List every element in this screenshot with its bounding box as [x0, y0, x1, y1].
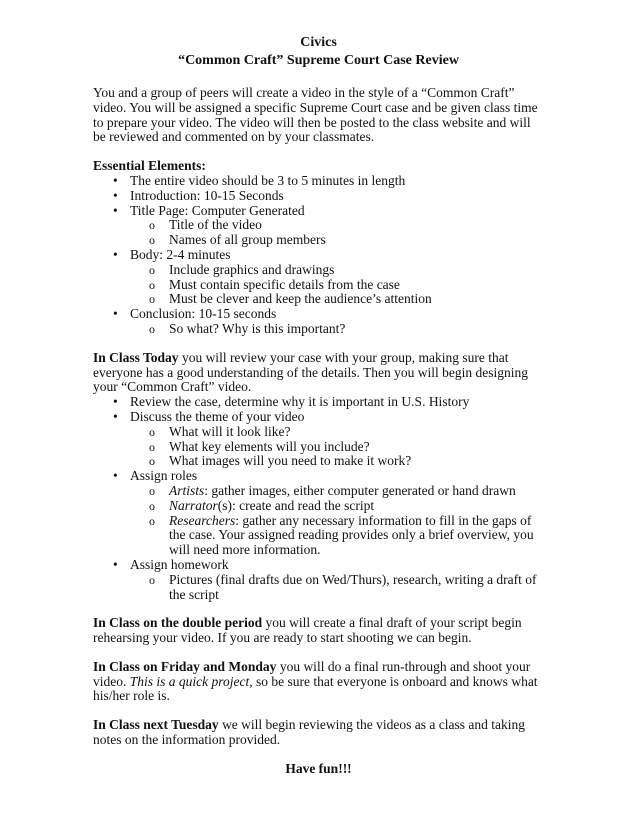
sub-list-item-researchers: o Researchers: gather any necessary information to fill in the gaps of the case. Your assigned reading provides only a brief overview, you will need more information.	[130, 514, 544, 558]
sub-list-item: o Pictures (final drafts due on Wed/Thurs), research, writing a draft of the script	[130, 573, 544, 603]
list-item: • Conclusion: 10-15 seconds o So what? Why is this important?	[93, 307, 544, 337]
list-item: • Discuss the theme of your video o What will it look like? o What key elements will you include? o What images will you need to make it work?	[93, 410, 544, 469]
essential-elements-list	[93, 174, 544, 337]
course-title: Civics	[300, 35, 337, 50]
essential-elements-heading: Essential Elements:	[93, 158, 206, 174]
sub-list-item: o Title of the video	[130, 218, 544, 233]
closing-line: Have fun!!!	[285, 760, 352, 776]
list-item: • The entire video should be 3 to 5 minutes in length	[93, 174, 544, 189]
double-period-paragraph: In Class on the double period you will create a final draft of your script begin rehearsing your video. If you are ready to start shooting we can begin.	[93, 615, 522, 646]
intro-paragraph: You and a group of peers will create a video in the style of a “Common Craft” video. You will be assigned a specific Supreme Court case and be given class time to prepare your video. The video will then be posted to the class website and will be reviewed and commented on by your classmates.	[93, 85, 538, 145]
sub-list-item: o Must be clever and keep the audience’s attention	[130, 292, 544, 307]
list-item: • Review the case, determine why it is important in U.S. History	[93, 395, 544, 410]
sub-list-item: o What images will you need to make it work?	[130, 454, 544, 469]
sub-list-item: o Include graphics and drawings	[130, 263, 544, 278]
list-item: • Assign roles o Artists: gather images, either computer generated or hand drawn o Narrator(s): create and read the script o Researchers: gather any necessary information to fill in the gaps of the case. Your assigned reading provides only a brief overview, you will need more information.	[93, 469, 544, 558]
next-tuesday-paragraph: In Class next Tuesday we will begin reviewing the videos as a class and taking notes on the information provided.	[93, 717, 525, 748]
sub-list-item-narrator: o Narrator(s): create and read the script	[130, 499, 544, 514]
sub-list-item: o Must contain specific details from the case	[130, 278, 544, 293]
sub-list-item: o Names of all group members	[130, 233, 544, 248]
list-item: • Assign homework o Pictures (final drafts due on Wed/Thurs), research, writing a draft of the script	[93, 558, 544, 602]
friday-monday-paragraph: In Class on Friday and Monday you will do a final run-through and shoot your video. This is a quick project, so be sure that everyone is onboard and knows what his/her role is.	[93, 658, 538, 704]
list-item: • Introduction: 10-15 Seconds	[93, 189, 544, 204]
list-item: • Body: 2-4 minutes o Include graphics and drawings o Must contain specific details from the case o Must be clever and keep the audience’s attention	[93, 248, 544, 307]
sub-list-item: o So what? Why is this important?	[130, 322, 544, 337]
in-class-today-list	[93, 395, 544, 602]
sub-list-item: o What key elements will you include?	[130, 440, 544, 455]
list-item: • Title Page: Computer Generated o Title of the video o Names of all group members	[93, 204, 544, 248]
in-class-today-paragraph: In Class Today you will review your case with your group, making sure that everyone has a good understanding of the details. Then you will begin designing your “Common Craft” video.	[93, 349, 529, 395]
sub-list-item-artists: o Artists: gather images, either computer generated or hand drawn	[130, 484, 544, 499]
sub-list-item: o What will it look like?	[130, 425, 544, 440]
document-title: “Common Craft” Supreme Court Case Review	[178, 53, 459, 68]
